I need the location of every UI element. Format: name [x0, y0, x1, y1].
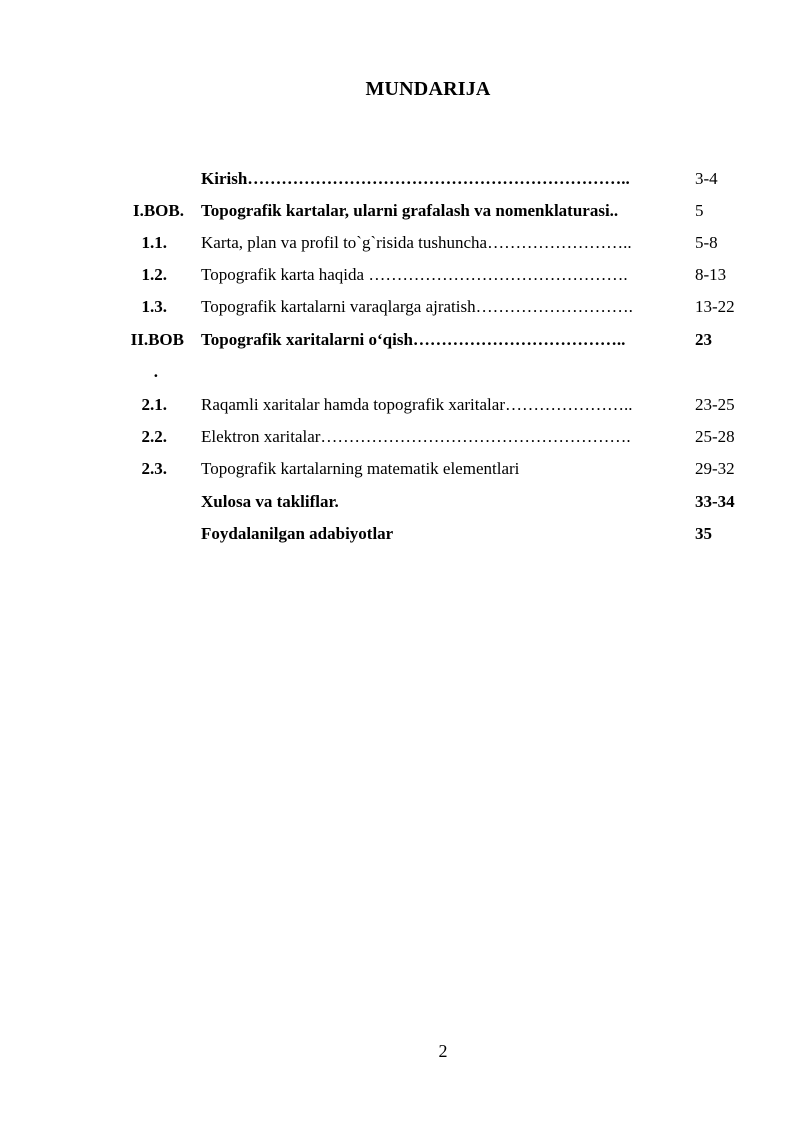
toc-entry-section-2-3: [0, 459, 800, 491]
toc-entry-title: Topografik kartalarning matematik elementlari: [201, 459, 520, 478]
toc-entry-number-continuation: .: [153, 362, 158, 381]
toc-entry-page: 5: [695, 201, 704, 220]
toc-entry-page: 33-34: [695, 492, 735, 511]
toc-entry-page: 29-32: [695, 459, 735, 478]
toc-entry-page: 23: [695, 330, 712, 349]
toc-entry-section-1-1: [0, 233, 800, 265]
toc-entry-number: 2.1.: [141, 395, 167, 414]
toc-entry-number: 2.2.: [141, 427, 167, 446]
toc-entry-page: 13-22: [695, 297, 735, 316]
toc-entry-title: Elektron xaritalar……………………………………………….: [201, 427, 631, 446]
toc-entry-number: 1.1.: [141, 233, 167, 252]
page-number: 2: [438, 1041, 448, 1061]
toc-entry-chapter-2: [0, 330, 800, 394]
toc-entry-conclusion: [0, 492, 800, 524]
toc-entry-page: 3-4: [695, 169, 718, 188]
toc-entry-page: 23-25: [695, 395, 735, 414]
toc-entry-chapter-1: [0, 201, 800, 233]
toc-entry-section-1-2: [0, 265, 800, 297]
toc-entry-number: 2.3.: [141, 459, 167, 478]
toc-entry-title: Topografik xaritalarni o‘qish………………………………..: [201, 330, 626, 349]
toc-entry-section-2-2: [0, 427, 800, 459]
toc-entry-number: 1.2.: [141, 265, 167, 284]
toc-entry-title: Xulosa va takliflar.: [201, 492, 339, 511]
toc-entry-title: Karta, plan va profil to`g`risida tushuncha……………………..: [201, 233, 632, 252]
toc-entry-title: Topografik kartalarni varaqlarga ajratish……………………….: [201, 297, 633, 316]
toc-entry-title: Raqamli xaritalar hamda topografik xaritalar…………………..: [201, 395, 633, 414]
toc-entry-number: 1.3.: [141, 297, 167, 316]
toc-entry-page: 35: [695, 524, 712, 543]
toc-entry-number: II.BOB: [130, 330, 184, 349]
toc-entry-section-2-1: [0, 395, 800, 427]
toc-entry-title: Foydalanilgan adabiyotlar: [201, 524, 394, 543]
toc-entry-references: [0, 524, 800, 556]
toc-entry-section-1-3: [0, 297, 800, 329]
toc-entry-title: Topografik kartalar, ularni grafalash va nomenklaturasi..: [201, 201, 619, 220]
toc-entry-title: Kirish…………………………………………………………..: [201, 169, 630, 188]
toc-entry-introduction: [0, 169, 800, 201]
toc-entry-page: 5-8: [695, 233, 718, 252]
toc-entry-number: I.BOB.: [132, 201, 184, 220]
toc-entry-page: 8-13: [695, 265, 727, 284]
toc-entry-title: Topografik karta haqida ……………………………………….: [201, 265, 628, 284]
toc-entry-page: 25-28: [695, 427, 735, 446]
page-title: MUNDARIJA: [365, 78, 491, 100]
